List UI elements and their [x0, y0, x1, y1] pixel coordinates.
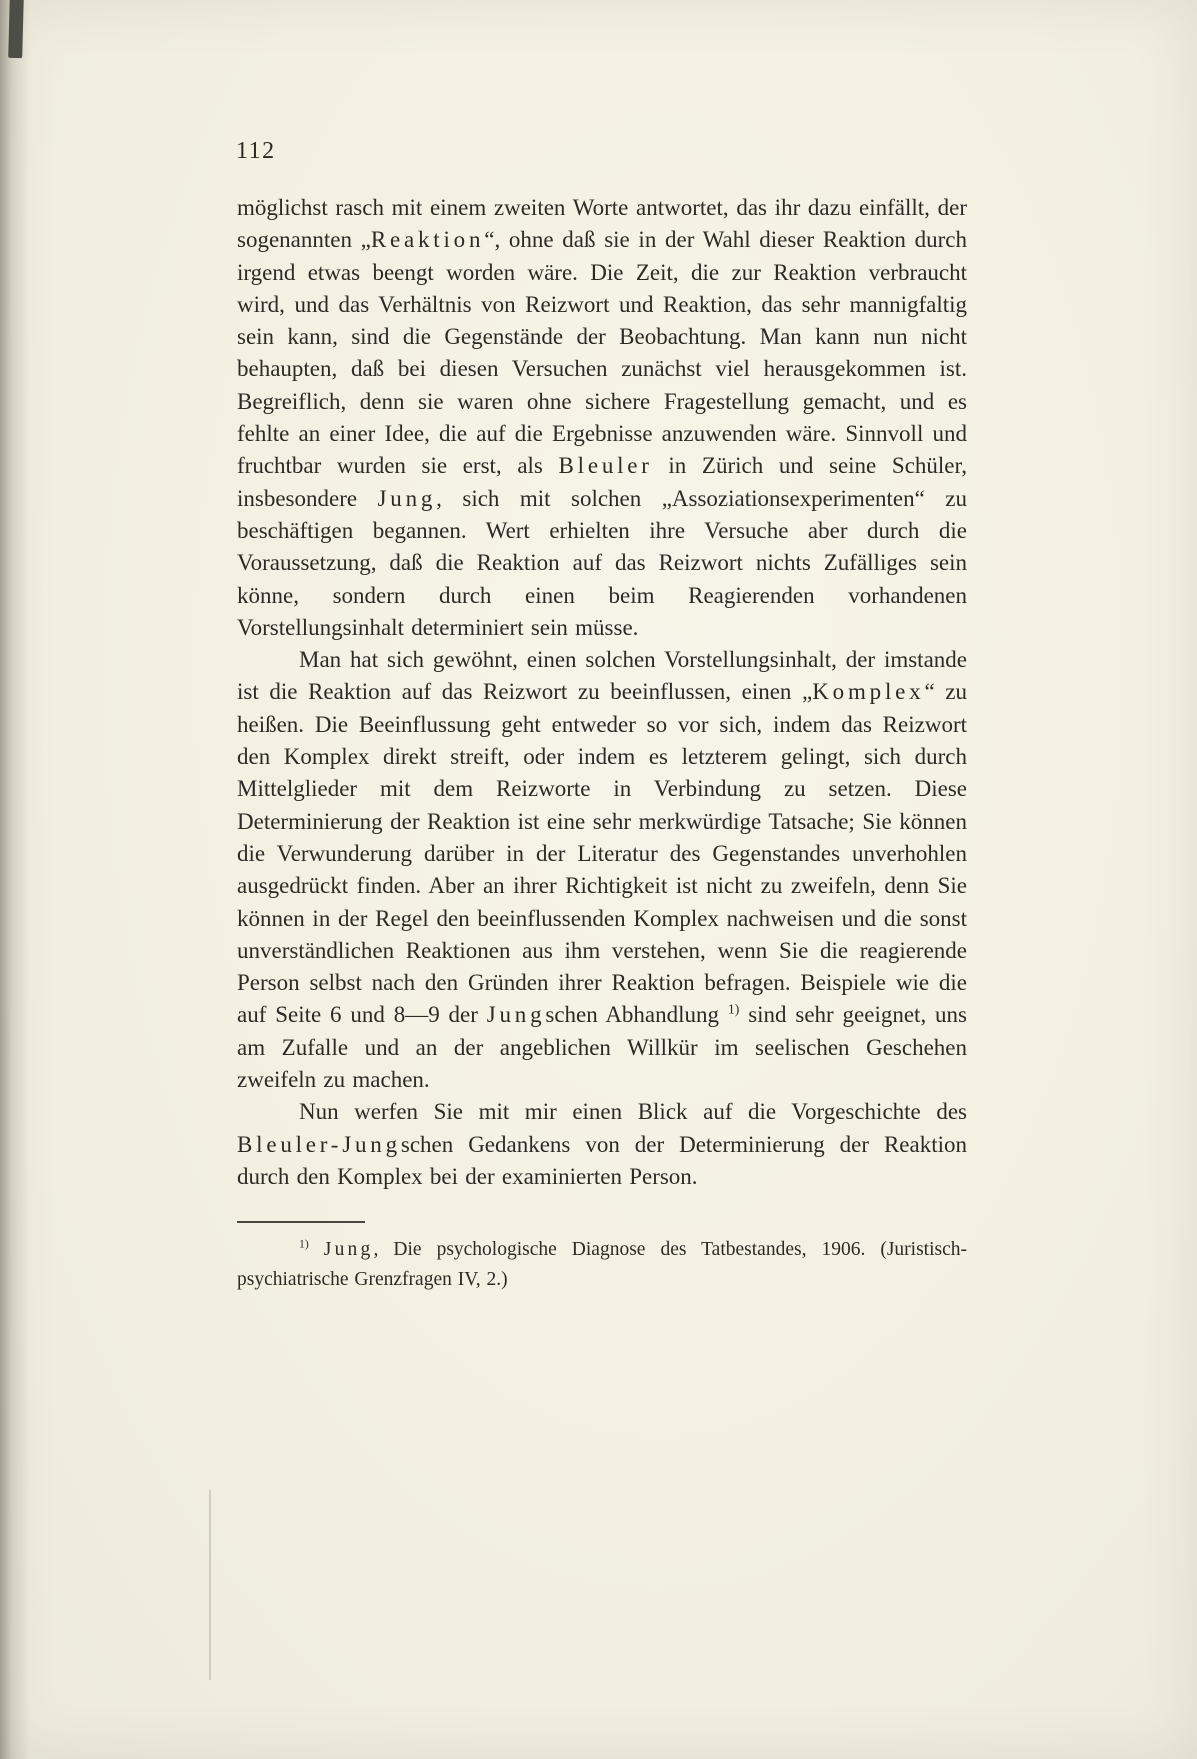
footnote-rule	[237, 1221, 365, 1223]
page-number: 112	[236, 138, 276, 164]
emphasized-name: Komplex	[812, 679, 925, 705]
emphasized-name: Bleuler-Jung	[237, 1131, 401, 1157]
scan-corner-artifact	[8, 0, 24, 58]
emphasized-name: Jung	[323, 1239, 374, 1261]
footnote-marker: 1)	[299, 1237, 309, 1251]
text-segment: , sich mit solchen „Assoziationsexperimenten“ zu beschäftigen begannen. Wert erhielten ihre Versuche aber durch die Voraussetzung, daß die Reaktion auf das Reizwort nichts Zufälliges sein könne, sondern durch einen beim Reagierenden vorhandenen Vorstellungsinhalt determiniert sein müsse.	[237, 485, 967, 640]
paragraph	[237, 644, 967, 1096]
paragraphs-host	[237, 192, 967, 1193]
paragraph	[237, 1096, 967, 1193]
text-segment: in Zürich und seine Schüler, insbesondere	[237, 453, 967, 511]
emphasized-name: Reaktion	[370, 227, 485, 253]
text-segment: , Die psychologische Diagnose des Tatbestandes, 1906. (Juristisch-psychiatrische Grenzfragen IV, 2.)	[237, 1239, 968, 1291]
emphasized-name: Bleuler	[558, 453, 653, 479]
text-segment: Nun werfen Sie mit mir einen Blick auf die Vorgeschichte des	[299, 1099, 967, 1125]
text-segment: “ zu heißen. Die Beeinflussung geht entweder so vor sich, indem das Reizwort den Komplex direkt streift, oder indem es letzterem gelingt, sich durch Mittelglieder mit dem Reizworte in Verbindung zu setzen. Diese Determinierung der Reaktion ist eine sehr merkwürdige Tatsache; Sie können die Verwunderung darüber in der Literatur des Gegenstandes unverhohlen ausgedrückt finden. Aber an ihrer Richtigkeit ist nicht zu zweifeln, denn Sie können in der Regel den beeinflussenden Komplex nachweisen und die sonst unverständlichen Reaktionen aus ihm verstehen, wenn Sie die reagierende Person selbst nach den Gründen ihrer Reaktion befragen. Beispiele wie die auf Seite 6 und 8—9 der	[237, 679, 967, 1028]
text-block	[237, 192, 967, 1295]
text-segment: möglichst rasch mit einem zweiten Worte antwortet, das ihr dazu einfällt, der sogenannten „	[237, 195, 967, 253]
emphasized-name: Jung	[377, 485, 437, 511]
scan-margin-artifact	[209, 1490, 211, 1680]
text-segment: “, ohne daß sie in der Wahl dieser Reaktion durch irgend etwas beengt worden wäre. Die Zeit, die zur Reaktion verbraucht wird, und das Verhältnis von Reizwort und Reaktion, das sehr mannigfaltig sein kann, sind die Gegenstände der Beobachtung. Man kann nun nicht behaupten, daß bei diesen Versuchen zunächst viel herausgekommen ist. Begreiflich, denn sie waren ohne sichere Fragestellung gemacht, und es fehlte an einer Idee, die auf die Ergebnisse anzuwenden wäre. Sinnvoll und fruchtbar wurden sie erst, als	[237, 227, 967, 479]
footnote	[237, 1235, 967, 1295]
text-segment: schen Abhandlung	[545, 1002, 728, 1028]
scan-edge-shadow	[0, 0, 30, 1759]
emphasized-name: Jung	[486, 1002, 546, 1028]
text-segment: sind sehr geeignet, uns am Zufalle und an der angeblichen Willkür im seelischen Geschehen zweifeln zu machen.	[237, 1002, 967, 1093]
text-segment: schen Gedankens von der Determinierung der Reaktion durch den Komplex bei der examinierten Person.	[237, 1131, 967, 1189]
paragraph	[237, 192, 967, 644]
text-segment: Man hat sich gewöhnt, einen solchen Vorstellungsinhalt, der imstande ist die Reaktion auf das Reizwort zu beeinflussen, einen „	[237, 647, 967, 705]
footnote-marker: 1)	[727, 1001, 740, 1017]
text-segment	[309, 1239, 324, 1260]
